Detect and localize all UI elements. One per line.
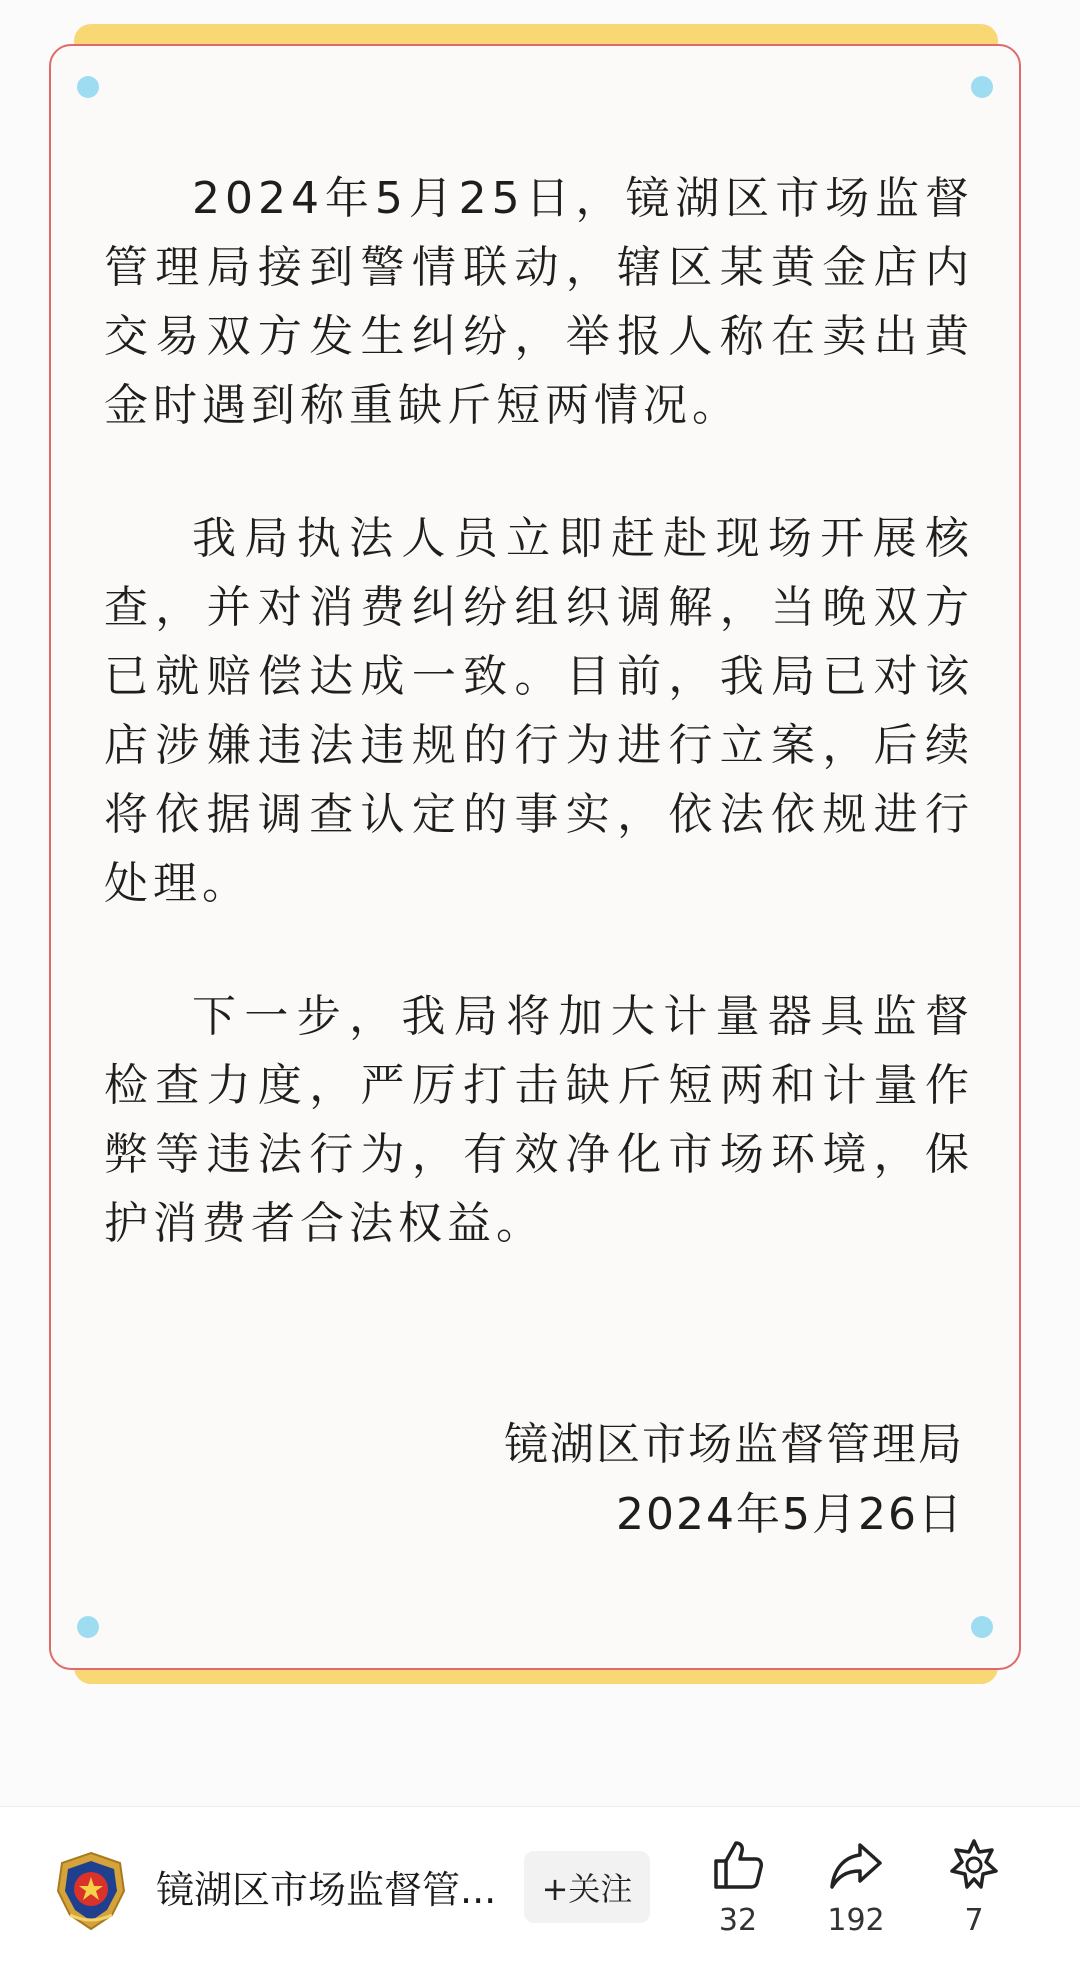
corner-dot-bottom-left — [77, 1616, 99, 1638]
author-name[interactable]: 镜湖区市场监督管... — [156, 1868, 497, 1912]
share-button[interactable] — [806, 1837, 906, 1938]
notice-paragraph-3: 下一步，我局将加大计量器具监督检查力度，严厉打击缺斤短两和计量作弊等违法行为，有效净化市场环境，保护消费者合法权益。 — [104, 991, 974, 1249]
share-count: 192 — [827, 1903, 885, 1938]
corner-dot-bottom-right — [971, 1616, 993, 1638]
star-collect-icon — [924, 1837, 1024, 1893]
thumbs-up-icon — [688, 1837, 788, 1893]
collect-button[interactable] — [924, 1837, 1024, 1938]
like-button[interactable] — [688, 1837, 788, 1938]
bottom-action-bar — [0, 1807, 1080, 1965]
collect-count: 7 — [964, 1903, 984, 1938]
notice-paragraph-1: 2024年5月25日，镜湖区市场监督管理局接到警情联动，辖区某黄金店内交易双方发生纠纷，举报人称在卖出黄金时遇到称重缺斤短两情况。 — [104, 173, 974, 431]
notice-signature: 镜湖区市场监督管理局 — [504, 1419, 964, 1470]
corner-dot-top-right — [971, 76, 993, 98]
corner-dot-top-left — [77, 76, 99, 98]
like-count: 32 — [718, 1903, 758, 1938]
notice-body — [104, 164, 974, 1322]
notice-paragraph-2: 我局执法人员立即赶赴现场开展核查，并对消费纠纷组织调解，当晚双方已就赔偿达成一致。目前，我局已对该店涉嫌违法违规的行为进行立案，后续将依据调查认定的事实，依法依规进行处理。 — [104, 513, 974, 909]
follow-button[interactable]: +关注 — [524, 1851, 650, 1923]
notice-date: 2024年5月26日 — [616, 1489, 964, 1540]
share-arrow-icon — [806, 1837, 906, 1893]
police-badge-icon[interactable] — [54, 1851, 128, 1931]
